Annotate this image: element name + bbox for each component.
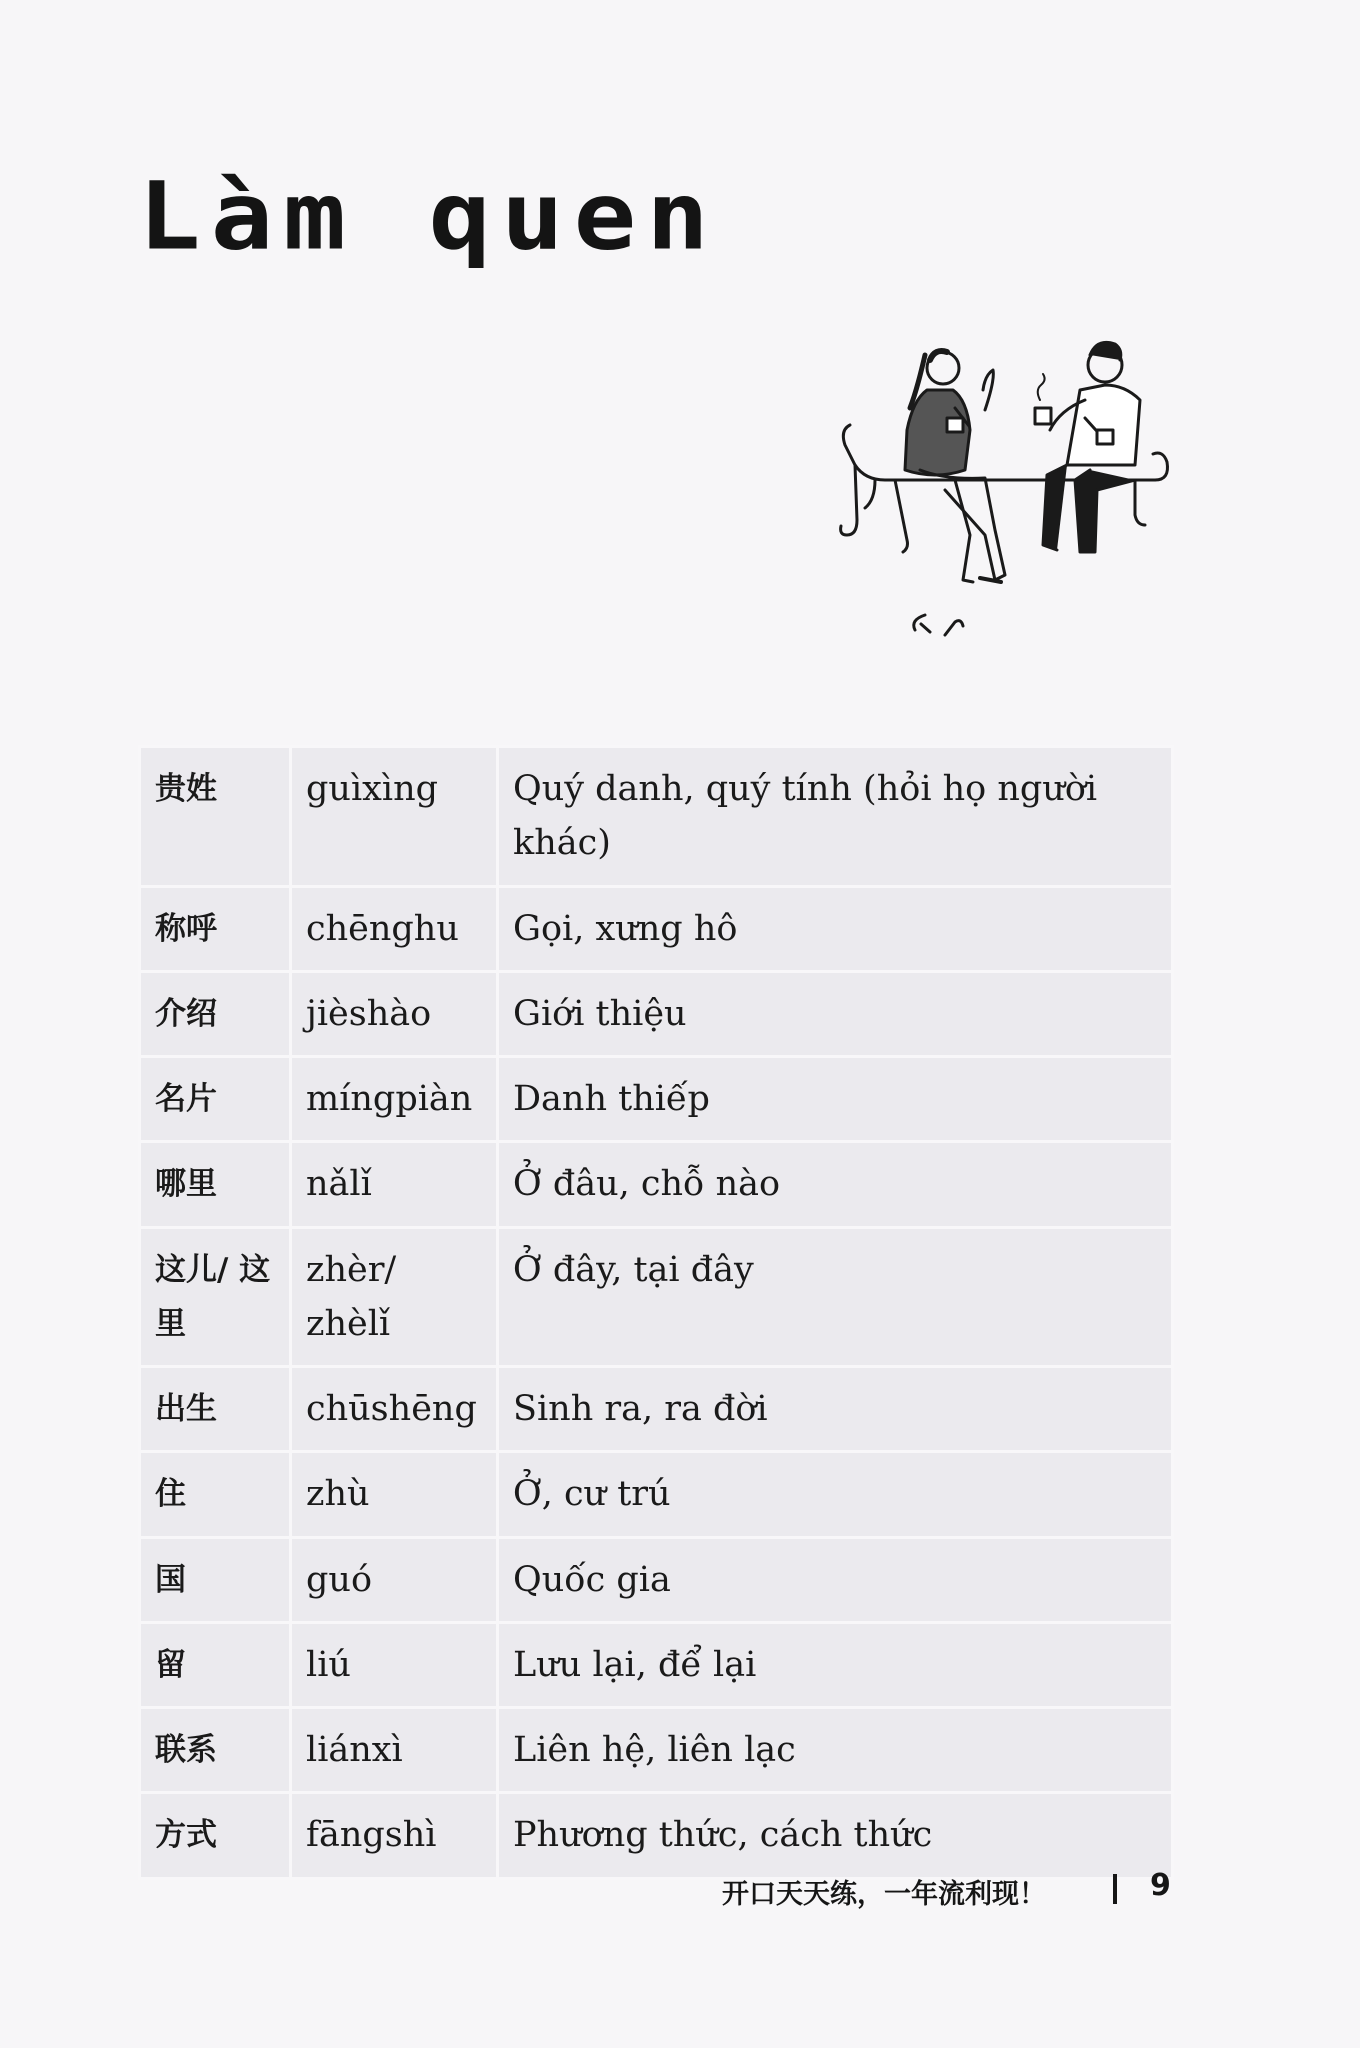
meaning-cell: Quốc gia: [498, 1537, 1173, 1622]
page-title: Làm quen: [138, 161, 719, 272]
vocabulary-row: [140, 1708, 1173, 1793]
hanzi-cell: 留: [140, 1622, 291, 1707]
meaning-cell: Ở đây, tại đây: [498, 1227, 1173, 1367]
hanzi-cell: 出生: [140, 1367, 291, 1452]
pinyin-cell: jièshào: [291, 971, 498, 1056]
vocabulary-row: [140, 1622, 1173, 1707]
meaning-cell: Giới thiệu: [498, 971, 1173, 1056]
vocabulary-row: [140, 1227, 1173, 1367]
meaning-cell: Sinh ra, ra đời: [498, 1367, 1173, 1452]
meaning-cell: Phương thức, cách thức: [498, 1793, 1173, 1878]
footer-slogan: 开口天天练，一年流利现！: [722, 1879, 1046, 1910]
pinyin-cell: zhèr/ zhèlǐ: [291, 1227, 498, 1367]
hanzi-cell: 联系: [140, 1708, 291, 1793]
pinyin-cell: chūshēng: [291, 1367, 498, 1452]
pinyin-cell: liánxì: [291, 1708, 498, 1793]
meaning-cell: Ở, cư trú: [498, 1452, 1173, 1537]
vocabulary-row: [140, 1793, 1173, 1878]
vocabulary-row: [140, 747, 1173, 887]
pinyin-cell: chēnghu: [291, 886, 498, 971]
vocabulary-row: [140, 971, 1173, 1056]
footer-divider: [1113, 1874, 1117, 1904]
hanzi-cell: 这儿/ 这里: [140, 1227, 291, 1367]
pinyin-cell: míngpiàn: [291, 1057, 498, 1142]
meaning-cell: Danh thiếp: [498, 1057, 1173, 1142]
hanzi-cell: 方式: [140, 1793, 291, 1878]
vocabulary-table-body: [140, 747, 1173, 1879]
vocabulary-table: [138, 745, 1174, 1880]
hanzi-cell: 称呼: [140, 886, 291, 971]
hanzi-cell: 国: [140, 1537, 291, 1622]
pinyin-cell: nǎlǐ: [291, 1142, 498, 1227]
pinyin-cell: fāngshì: [291, 1793, 498, 1878]
meaning-cell: Quý danh, quý tính (hỏi họ người khác): [498, 747, 1173, 887]
page-number: 9: [1150, 1868, 1171, 1903]
two-people-sitting-on-bench-icon: [835, 330, 1180, 650]
pinyin-cell: zhù: [291, 1452, 498, 1537]
hanzi-cell: 名片: [140, 1057, 291, 1142]
meaning-cell: Gọi, xưng hô: [498, 886, 1173, 971]
meaning-cell: Ở đâu, chỗ nào: [498, 1142, 1173, 1227]
meaning-cell: Liên hệ, liên lạc: [498, 1708, 1173, 1793]
pinyin-cell: liú: [291, 1622, 498, 1707]
vocabulary-row: [140, 1537, 1173, 1622]
pinyin-cell: guó: [291, 1537, 498, 1622]
pinyin-cell: guìxìng: [291, 747, 498, 887]
vocabulary-row: [140, 1057, 1173, 1142]
hanzi-cell: 贵姓: [140, 747, 291, 887]
vocabulary-row: [140, 1142, 1173, 1227]
vocabulary-row: [140, 886, 1173, 971]
hanzi-cell: 住: [140, 1452, 291, 1537]
hanzi-cell: 介绍: [140, 971, 291, 1056]
meaning-cell: Lưu lại, để lại: [498, 1622, 1173, 1707]
vocabulary-row: [140, 1452, 1173, 1537]
vocabulary-row: [140, 1367, 1173, 1452]
hanzi-cell: 哪里: [140, 1142, 291, 1227]
